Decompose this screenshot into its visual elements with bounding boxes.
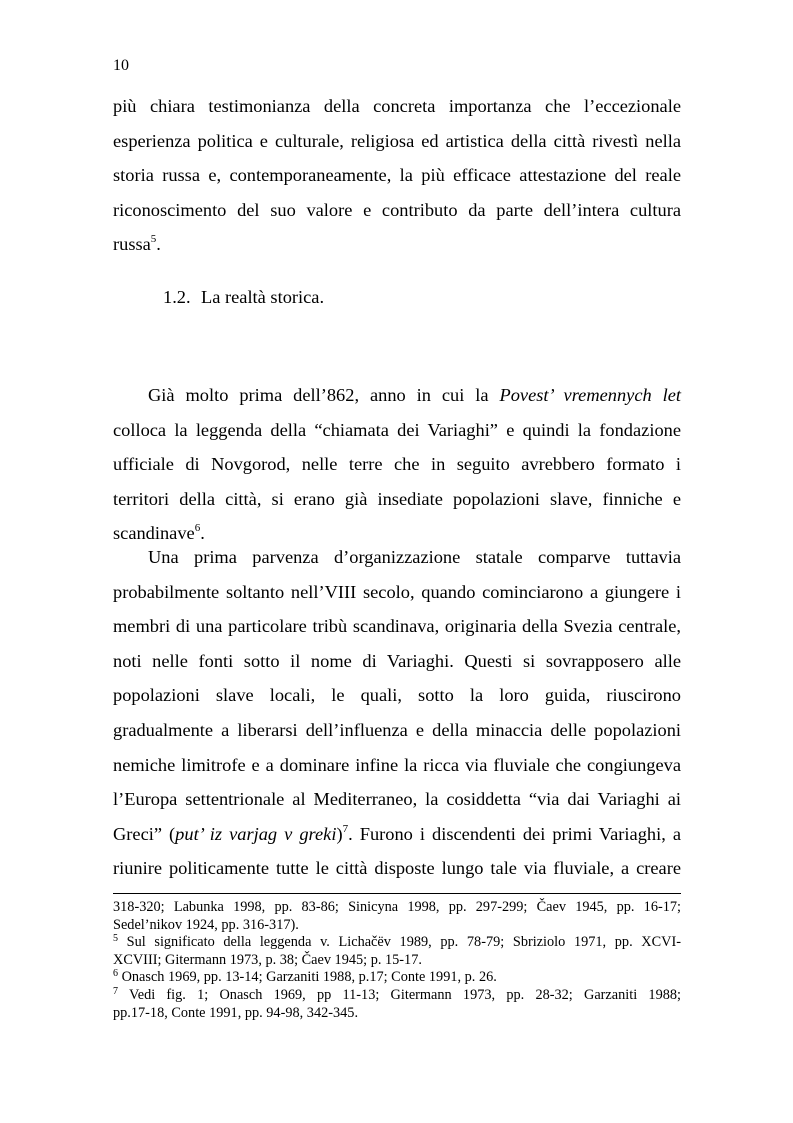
footnote-number: 5 xyxy=(113,933,118,945)
footnote-line: XCVIII; Gitermann 1973, p. 38; Čaev 1945; p. 15-17. xyxy=(113,951,422,968)
text-line: probabilmente soltanto nell’VIII secolo, quando cominciarono a giungere i xyxy=(113,581,681,602)
text-line: scandinave$^6$. xyxy=(113,522,205,544)
footnote-ref[interactable]: 7 xyxy=(342,822,349,835)
text-line: territori della città, si erano già insediate popolazioni slave, finniche e xyxy=(113,488,681,509)
text-line: russa$^5$. xyxy=(113,233,161,255)
footnote-separator xyxy=(113,893,681,894)
text-line: ufficiale di Novgorod, nelle terre che in seguito avrebbero formato i xyxy=(113,454,681,475)
text-line: noti nelle fonti sotto il nome di Variaghi. Questi si sovrapposero alle xyxy=(113,650,681,671)
text-line: esperienza politica e culturale, religiosa ed artistica della città rivestì nella xyxy=(113,130,681,151)
text-line: Già molto prima dell’862, anno in cui la Povest’ vremennych let xyxy=(148,385,682,405)
footnote-number: 7 xyxy=(113,985,118,997)
text-line: Greci” (put’ iz varjag v greki)$^7$. Furono i discendenti dei primi Variaghi, a xyxy=(113,822,681,844)
text-line: più chiara testimonianza della concreta importanza che l’eccezionale xyxy=(113,96,681,116)
text-line: l’Europa settentrionale al Mediterraneo, la cosiddetta “via dai Variaghi ai xyxy=(113,789,681,810)
paragraph-2 xyxy=(113,378,681,551)
text-line: nemiche limitrofe e a dominare infine la ricca via fluviale che congiungeva xyxy=(113,754,681,775)
italic-title: Povest’ vremennych let xyxy=(499,385,682,405)
footnote-line: 318-320; Labunka 1998, pp. 83-86; Sinicyna 1998, pp. 297-299; Čaev 1945, pp. 16-17; xyxy=(113,899,681,915)
footnote-ref[interactable]: 6 xyxy=(194,522,201,535)
footnote-5: $^5$ Sul significato della leggenda v. Lichačёv 1989, pp. 78-79; Sbriziolo 1971, pp. XCVI- xyxy=(113,933,681,951)
text-line: popolazioni slave locali, le quali, sotto la loro guida, riuscirono xyxy=(113,685,681,706)
text-line: membri di una particolare tribù scandinava, originaria della Svezia centrale, xyxy=(113,616,681,637)
text-line: riconoscimento del suo valore e contributo da parte dell’intera cultura xyxy=(113,199,681,220)
text-line: storia russa e, contemporaneamente, la più efficace attestazione del reale xyxy=(113,165,681,186)
footnote-7: $^7$ Vedi fig. 1; Onasch 1969, pp 11-13; Gitermann 1973, pp. 28-32; Garzaniti 1988; xyxy=(113,985,681,1003)
footnote-6: $^6$ Onasch 1969, pp. 13-14; Garzaniti 1988, p.17; Conte 1991, p. 26. xyxy=(113,968,497,986)
footnote-line: Sedel’nikov 1924, pp. 316-317). xyxy=(113,916,299,933)
footnote-ref[interactable]: 5 xyxy=(150,233,157,246)
text-line: Una prima parvenza d’organizzazione statale comparve tuttavia xyxy=(148,547,681,567)
italic-term: put’ iz varjag v greki xyxy=(175,823,337,844)
footnote-line: pp.17-18, Conte 1991, pp. 94-98, 342-345. xyxy=(113,1004,359,1021)
section-number: 1.2. xyxy=(163,287,191,307)
paragraph-1 xyxy=(113,89,681,262)
footnote-number: 6 xyxy=(113,968,118,980)
section-title: La realtà storica. xyxy=(201,287,325,307)
text-line: riunire politicamente tutte le città disposte lungo tale via fluviale, a creare xyxy=(113,858,681,879)
section-heading xyxy=(163,287,324,308)
text-line: gradualmente a liberarsi dell’influenza e della minaccia delle popolazioni xyxy=(113,719,681,740)
page-number: 10 xyxy=(113,57,129,74)
text-line: colloca la leggenda della “chiamata dei Variaghi” e quindi la fondazione xyxy=(113,419,681,440)
footnotes xyxy=(113,899,681,1022)
paragraph-3 xyxy=(113,540,681,886)
